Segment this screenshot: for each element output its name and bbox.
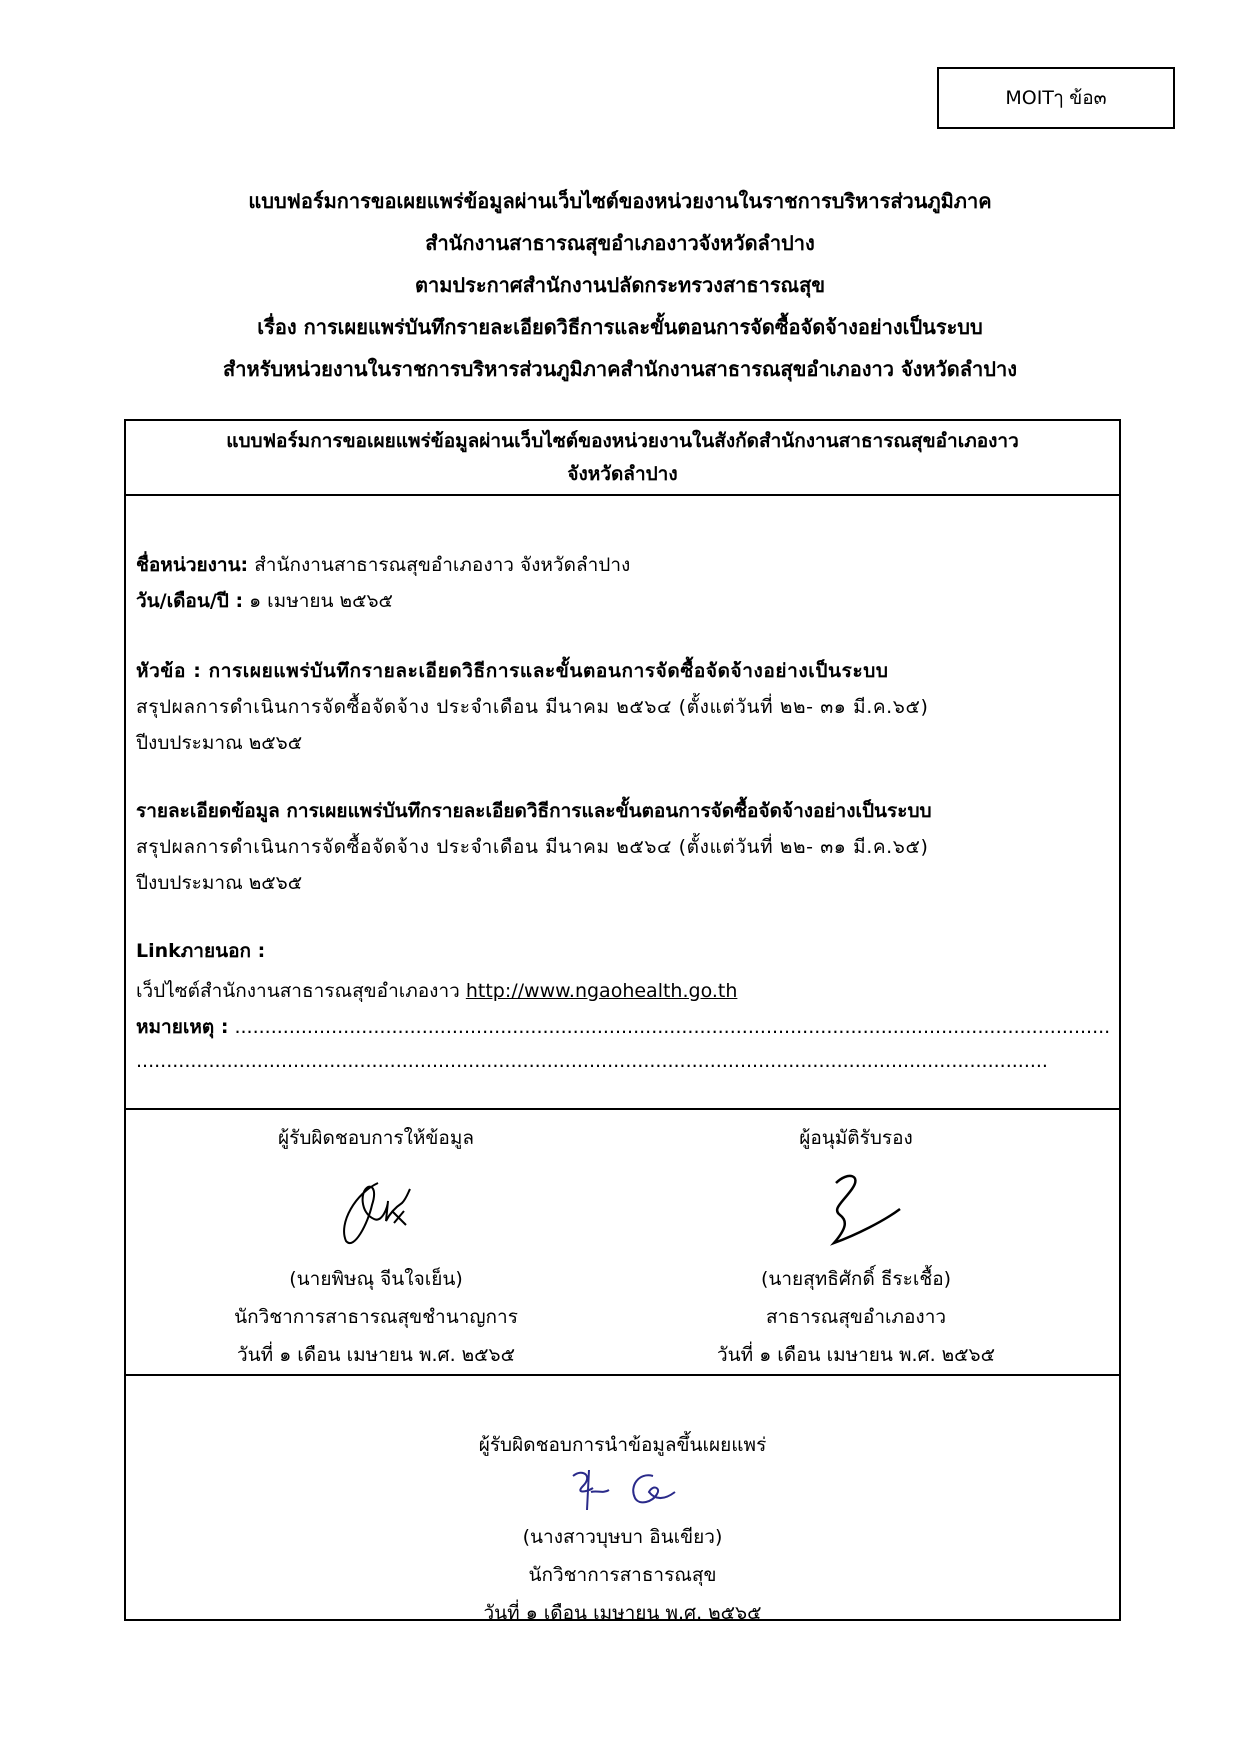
detail-label: รายละเอียดข้อมูล <box>136 800 280 822</box>
detail-value: การเผยแพร่บันทึกรายละเอียดวิธีการและขั้นตอนการจัดซื้อจัดจ้างอย่างเป็นระบบ <box>279 800 932 822</box>
document-code-box <box>937 67 1175 129</box>
form-title-line-1: แบบฟอร์มการขอเผยแพร่ข้อมูลผ่านเว็บไซต์ของหน่วยงานในสังกัดสำนักงานสาธารณสุขอำเภองาว <box>226 430 1019 452</box>
document-code: MOITๅ ข้อ๓ <box>1005 87 1107 109</box>
provider-name: (นายพิษณุ จีนใจเย็น) <box>289 1268 463 1290</box>
link-label: Linkภายนอก : <box>136 940 266 962</box>
provider-signature-icon <box>316 1163 436 1253</box>
provider-caption: ผู้รับผิดชอบการให้ข้อมูล <box>278 1127 474 1149</box>
detail-line-3: ปีงบประมาณ ๒๕๖๕ <box>136 872 303 894</box>
approver-date: วันที่ ๑ เดือน เมษายน พ.ศ. ๒๕๖๕ <box>716 1344 995 1366</box>
date-value: ๑ เมษายน ๒๕๖๕ <box>243 590 393 612</box>
date-label: วัน/เดือน/ปี : <box>136 590 244 612</box>
approver-signature-block <box>626 1110 1086 1374</box>
approver-name: (นายสุทธิศักดิ์ ธีระเชื้อ) <box>760 1268 952 1290</box>
header-line-4: เรื่อง การเผยแพร่บันทึกรายละเอียดวิธีการและขั้นตอนการจัดซื้อจัดจ้างอย่างเป็นระบบ <box>257 315 983 339</box>
detail-row <box>136 796 932 826</box>
publisher-signature-block <box>126 1376 1119 1632</box>
approver-caption: ผู้อนุมัติรับรอง <box>799 1127 913 1149</box>
date-row <box>136 586 393 616</box>
publisher-date: วันที่ ๑ เดือน เมษายน พ.ศ. ๒๕๖๕ <box>483 1602 762 1624</box>
header-line-2: สำนักงานสาธารณสุขอำเภองาวจังหวัดลำปาง <box>425 231 815 255</box>
note-dots-1: ................................................................................................................................................. <box>228 1016 1111 1038</box>
website-row <box>136 976 737 1006</box>
approver-signature <box>626 1156 1086 1260</box>
publication-form <box>124 419 1121 1624</box>
form-title <box>126 421 1119 496</box>
topic-row <box>136 656 889 686</box>
header-line-1: แบบฟอร์มการขอเผยแพร่ข้อมูลผ่านเว็บไซต์ของหน่วยงานในราชการบริหารส่วนภูมิภาค <box>248 189 992 213</box>
topic-line-3: ปีงบประมาณ ๒๕๖๕ <box>136 732 303 754</box>
document-header <box>0 180 1240 390</box>
provider-position: นักวิชาการสาธารณสุขชำนาญการ <box>234 1306 518 1328</box>
provider-signature <box>146 1156 606 1260</box>
publisher-caption: ผู้รับผิดชอบการนำข้อมูลขึ้นเผยแพร่ <box>478 1434 767 1456</box>
provider-signature-block <box>146 1110 606 1374</box>
approver-signature-icon <box>796 1163 916 1253</box>
unit-row <box>136 550 630 580</box>
publisher-signature <box>126 1462 1119 1518</box>
signature-section <box>126 1110 1119 1376</box>
unit-value: สำนักงานสาธารณสุขอำเภองาว จังหวัดลำปาง <box>248 554 631 576</box>
header-line-3: ตามประกาศสำนักงานปลัดกระทรวงสาธารณสุข <box>414 273 825 297</box>
header-line-5: สำหรับหน่วยงานในราชการบริหารส่วนภูมิภาคสำนักงานสาธารณสุขอำเภองาว จังหวัดลำปาง <box>223 357 1017 381</box>
topic-label: หัวข้อ : <box>136 660 202 682</box>
note-dots-2: ....................................................................................................................................................... <box>136 1050 1048 1072</box>
provider-date: วันที่ ๑ เดือน เมษายน พ.ศ. ๒๕๖๕ <box>236 1344 515 1366</box>
publisher-position: นักวิชาการสาธารณสุข <box>528 1564 717 1586</box>
form-title-line-2: จังหวัดลำปาง <box>567 463 678 485</box>
publisher-name: (นางสาวบุษบา อินเขียว) <box>522 1526 723 1548</box>
note-row <box>136 1012 1110 1042</box>
unit-label: ชื่อหน่วยงาน: <box>136 554 249 576</box>
website-text: เว็ปไซต์สำนักงานสาธารณสุขอำเภองาว <box>136 980 466 1002</box>
detail-line-2: สรุปผลการดำเนินการจัดซื้อจัดจ้าง ประจำเดือน มีนาคม ๒๕๖๔ (ตั้งแต่วันที่ ๒๒- ๓๑ มี.ค.๖๕) <box>136 836 929 858</box>
note-label: หมายเหตุ : <box>136 1016 229 1038</box>
approver-position: สาธารณสุขอำเภองาว <box>765 1306 947 1328</box>
website-link[interactable]: http://www.ngaohealth.go.th <box>465 980 738 1002</box>
publisher-signature-icon <box>553 1462 693 1518</box>
topic-value: การเผยแพร่บันทึกรายละเอียดวิธีการและขั้นตอนการจัดซื้อจัดจ้างอย่างเป็นระบบ <box>201 660 889 682</box>
topic-line-2: สรุปผลการดำเนินการจัดซื้อจัดจ้าง ประจำเดือน มีนาคม ๒๕๖๔ (ตั้งแต่วันที่ ๒๒- ๓๑ มี.ค.๖๕) <box>136 696 929 718</box>
form-info-section <box>126 496 1119 1110</box>
